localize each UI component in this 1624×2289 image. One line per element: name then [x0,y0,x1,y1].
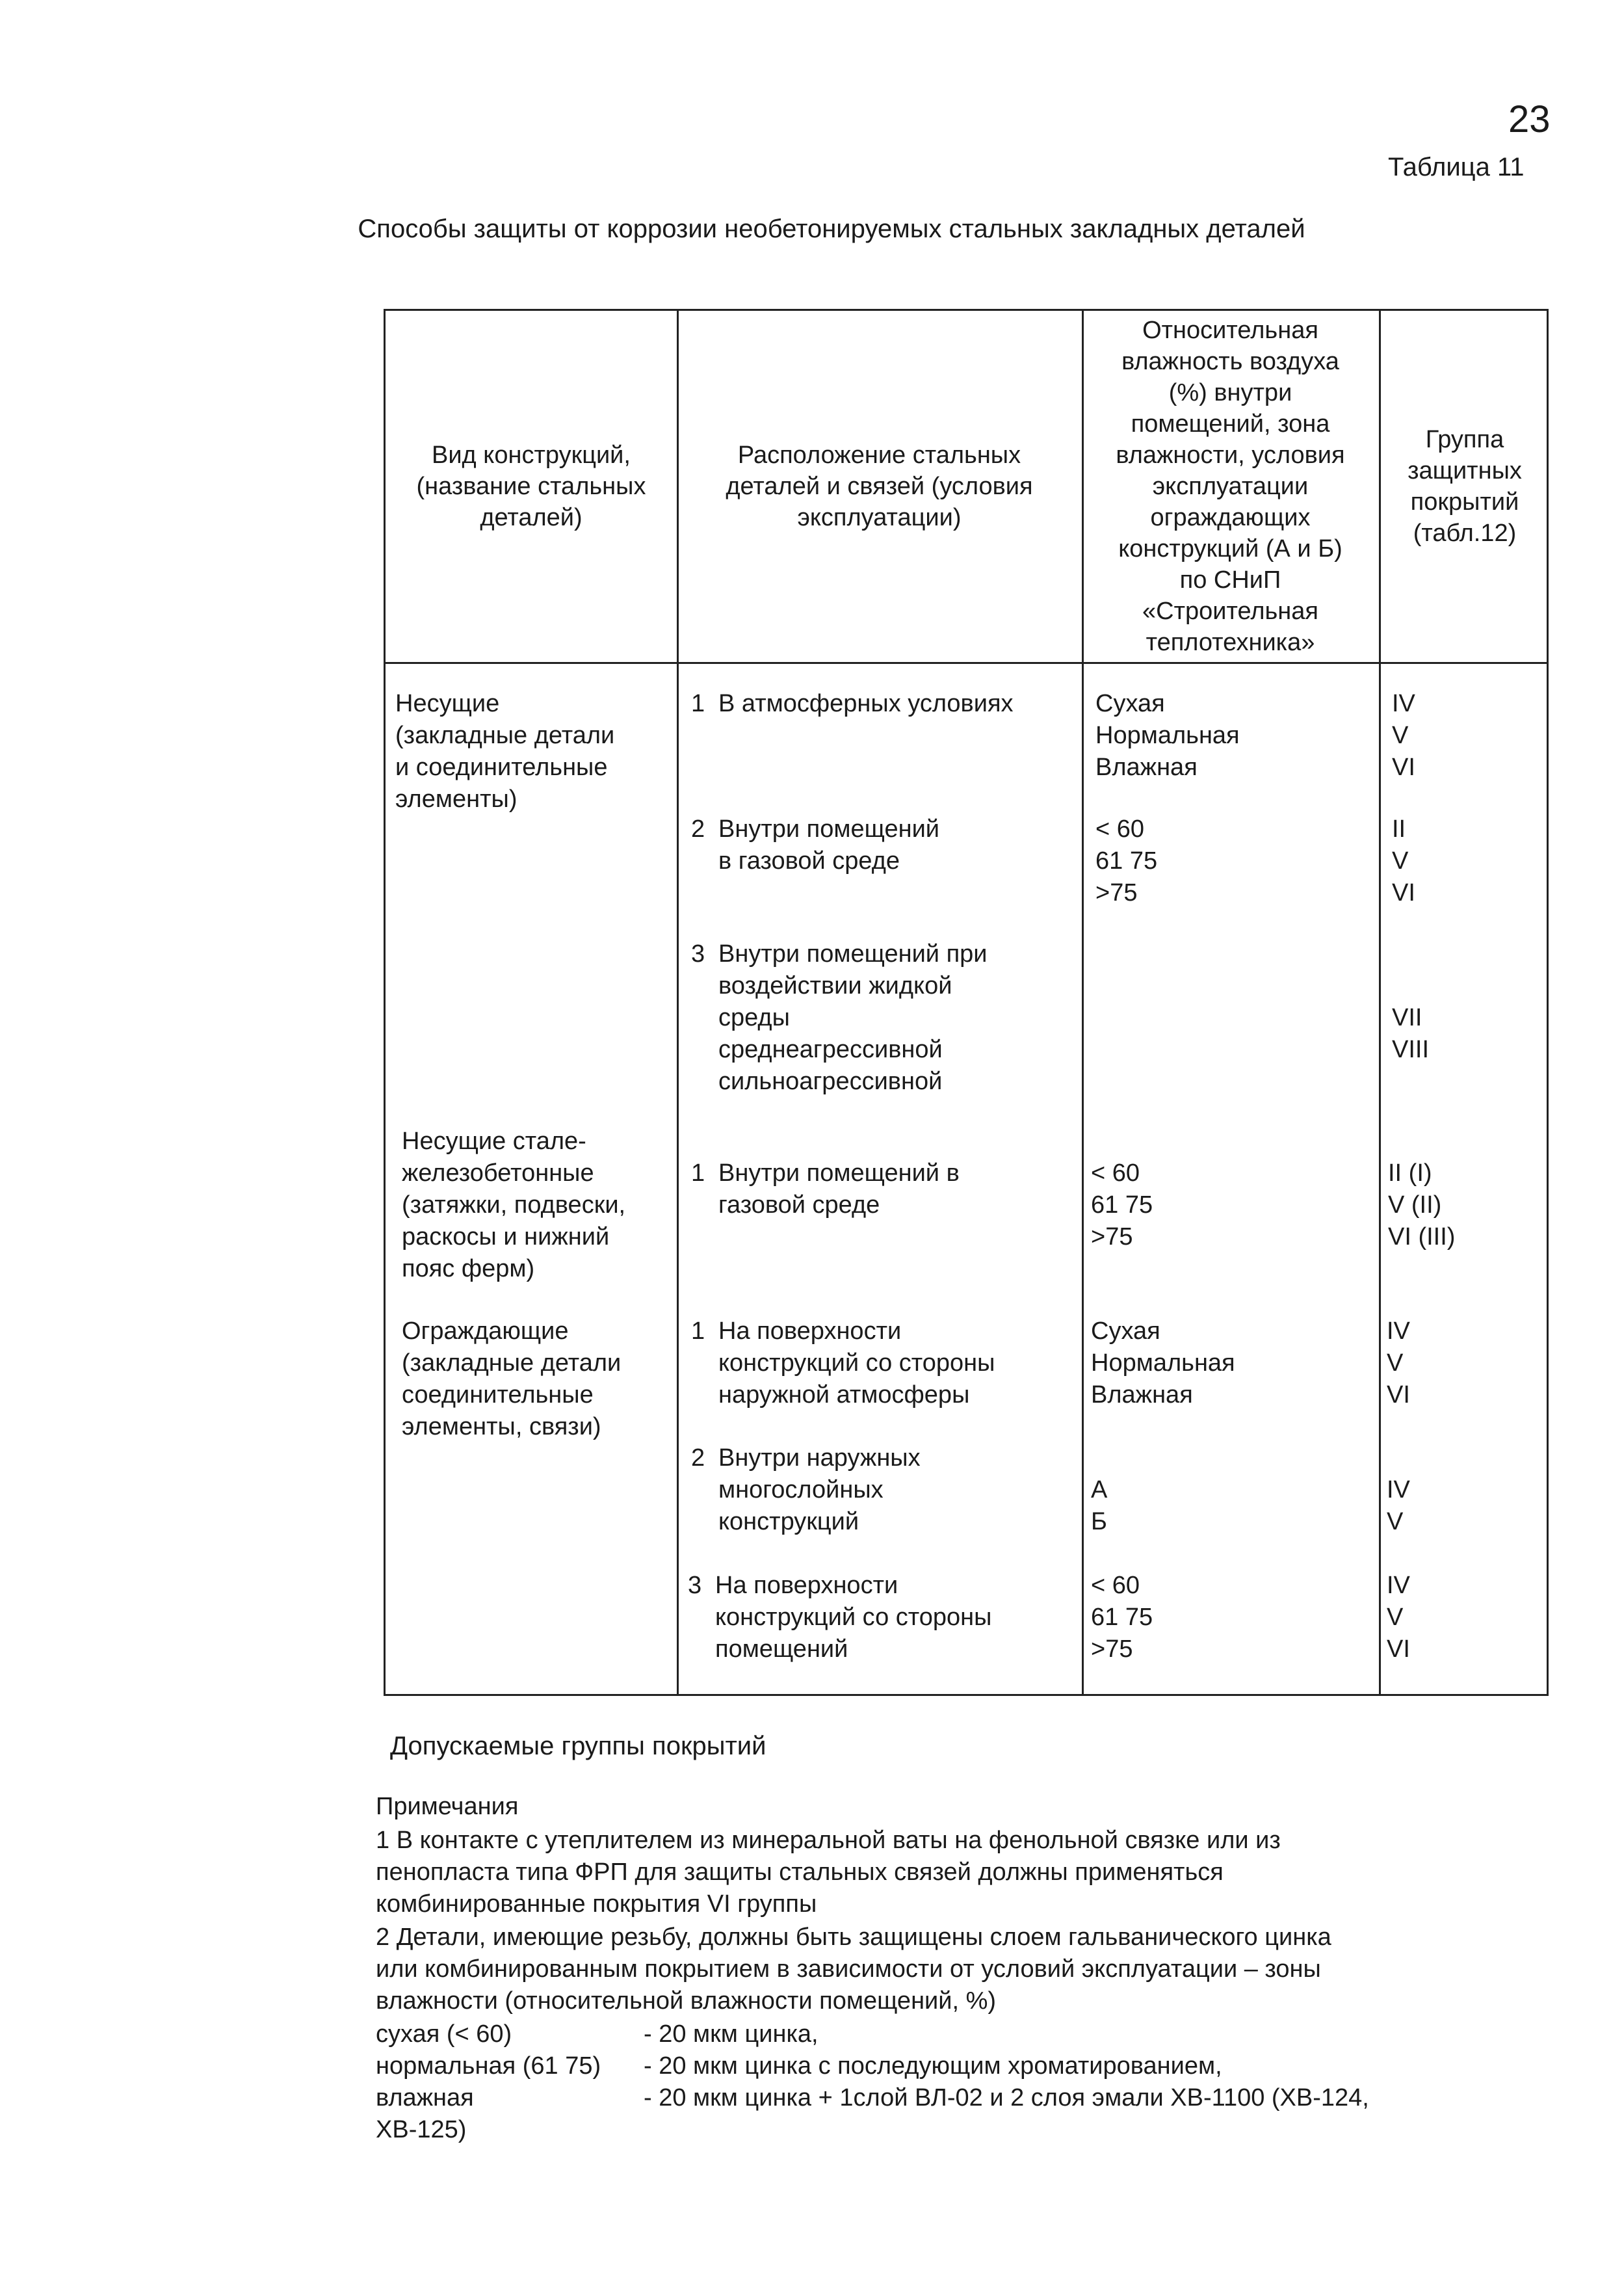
location-text: Внутри наружных многослойных конструкций [718,1444,921,1535]
header-location: Расположение стальных деталей и связей (условия эксплуатации) [726,442,1033,531]
protection-table [384,309,1549,1696]
item-number: 1 [691,690,705,717]
coating-groups: IV V VI [1392,690,1415,781]
construction-type-enclosing: Ограждающие (закладные детали соединительные элементы, связи) [402,1317,622,1440]
header-divider [386,662,1547,664]
coating-groups: II (I) V (II) VI (III) [1388,1159,1456,1250]
location-item [691,1158,960,1221]
construction-type-load-bearing: Несущие (закладные детали и соединительные элементы) [395,690,615,813]
coating-groups: VII VIII [1392,1004,1430,1063]
item-number: 1 [691,1317,705,1345]
coating-groups: IV V VI [1387,1572,1410,1663]
coating-groups: IV V [1387,1476,1410,1535]
humidity-value: < 60 61 75 >75 [1091,1159,1153,1250]
notes-title: Примечания [376,1793,519,1820]
zone-label-normal: нормальная (61 75) [376,2052,601,2080]
location-text: В атмосферных условиях [718,690,1014,717]
humidity-value: < 60 61 75 >75 [1095,815,1158,906]
location-item [688,1570,991,1665]
item-number: 1 [691,1159,705,1187]
location-item [691,938,988,1098]
humidity-value: Сухая Нормальная Влажная [1095,690,1240,781]
header-construction-type: Вид конструкций, (название стальных деталей) [416,442,646,531]
coating-groups: IV V VI [1387,1317,1410,1409]
zone-value-normal: - 20 мкм цинка с последующим хроматированием, [644,2052,1222,2080]
humidity-value: А Б [1091,1476,1108,1535]
page-number: 23 [1508,98,1551,140]
coating-groups: II V VI [1392,815,1415,906]
location-text: Внутри помещений в газовой среде [718,1159,960,1219]
header-coating-group: Группа защитных покрытий (табл.12) [1408,426,1522,547]
note-2: 2 Детали, имеющие резьбу, должны быть защищены слоем гальванического цинка или комбинированным покрытием в зависимости от условий эксплуатации – зоны влажности (относительной влажности помещений, %) [376,1924,1331,2015]
header-humidity: Относительная влажность воздуха (%) внутри помещений, зона влажности, условия эксплуатации ограждающих конструкций (А и Б) по СНиП «Строительная теплотехника» [1116,317,1345,656]
table-title: Способы защиты от коррозии необетонируемых стальных закладных деталей [358,215,1305,243]
construction-type-steel-concrete: Несущие стале- железобетонные (затяжки, подвески, раскосы и нижний пояс ферм) [402,1128,626,1282]
location-text: Внутри помещений в газовой среде [718,815,940,875]
item-number: 2 [691,1444,705,1472]
humidity-value: < 60 61 75 >75 [1091,1572,1153,1663]
location-item [691,1442,921,1538]
item-number: 3 [688,1572,702,1599]
location-item [691,814,939,877]
location-text: На поверхности конструкций со стороны помещений [715,1572,992,1663]
zone-tail: ХВ-125) [376,2116,467,2143]
table-number: Таблица 11 [1388,153,1525,181]
zone-label-dry: сухая (< 60) [376,2020,512,2048]
item-number: 2 [691,815,705,843]
zone-value-wet: - 20 мкм цинка + 1слой ВЛ-02 и 2 слоя эмали ХВ-1100 (ХВ-124, [644,2084,1369,2111]
zone-value-dry: - 20 мкм цинка, [644,2020,819,2048]
zone-label-wet: влажная [376,2084,474,2111]
humidity-value: Сухая Нормальная Влажная [1091,1317,1235,1409]
location-text: На поверхности конструкций со стороны наружной атмосферы [718,1317,995,1409]
item-number: 3 [691,940,705,968]
note-1: 1 В контакте с утеплителем из минеральной ваты на фенольной связке или из пенопласта типа ФРП для защиты стальных связей должны применяться комбинированные покрытия VI группы [376,1827,1281,1918]
location-item [691,1316,995,1411]
location-text: Внутри помещений при воздействии жидкой среды среднеагрессивной сильноагрессивной [718,940,988,1095]
allowed-groups-label: Допускаемые группы покрытий [390,1732,766,1760]
location-item [691,688,1014,720]
